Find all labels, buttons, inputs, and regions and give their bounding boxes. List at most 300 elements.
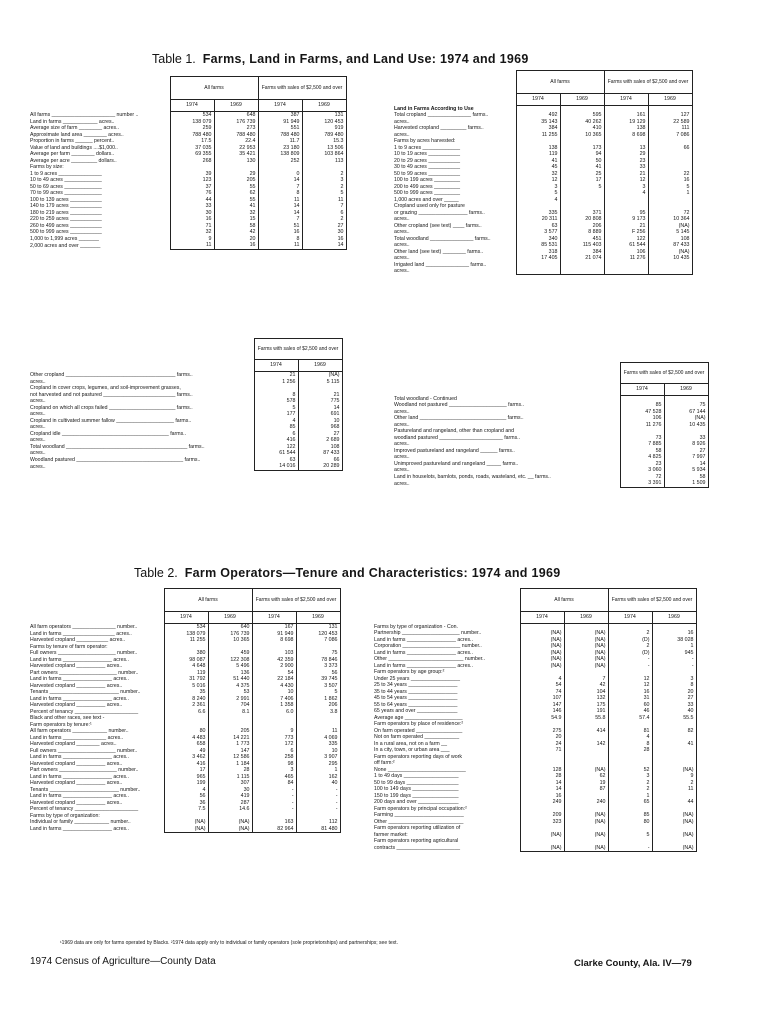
cell-value: 44 <box>652 799 696 806</box>
cell-value: - <box>252 787 296 794</box>
cell-value: 658 <box>164 741 208 748</box>
row-label: Average per farm ________ dollars.. <box>30 151 115 157</box>
cell-value: 16 <box>214 242 258 249</box>
cell-value: (NA) <box>520 637 564 644</box>
year-header: 1969 <box>214 100 258 112</box>
cell-value: 63 <box>516 223 560 230</box>
cell-value: 106 <box>604 249 648 256</box>
row-label: Land in farms _________________ acres.. <box>30 773 129 780</box>
cell-value: 57.4 <box>608 715 652 722</box>
cell-value: 67 144 <box>664 409 708 416</box>
row-label: Approximate land area ________ acres.. <box>30 131 124 138</box>
row-label: 2,000 acres and over _______ <box>30 242 101 249</box>
year-header: 1969 <box>560 94 604 106</box>
cell-value: 71 <box>520 747 564 754</box>
cell-value: 919 <box>302 125 346 132</box>
cell-value: 205 <box>208 728 252 735</box>
cell-value: 5 115 <box>298 379 342 386</box>
row-label: woodland pastured ______________________ farms.. <box>394 434 521 441</box>
col-group-all-farms: All farms <box>516 71 604 94</box>
cell-value: 9 <box>252 728 296 735</box>
cell-value: 4 <box>254 418 298 425</box>
row-label: 1 to 49 days ___________________ <box>374 773 459 779</box>
cell-value: 147 <box>208 748 252 755</box>
row-label: acres.. <box>394 454 410 460</box>
cell-value: 14 221 <box>208 735 252 742</box>
row-label: 50 to 69 acres _____________ <box>30 183 102 190</box>
cell-value: 8 926 <box>664 441 708 448</box>
row-label: Value of land and buildings ....$1,000.. <box>30 144 118 151</box>
cell-value: 6.0 <box>252 709 296 716</box>
cell-value: 206 <box>560 223 604 230</box>
cell-value: 10 <box>298 418 342 425</box>
row-label: 1,000 to 1,999 acres _______ <box>30 235 99 242</box>
cell-value: 11 <box>258 197 302 204</box>
cell-value: 3 <box>608 773 652 780</box>
cell-value: 12 <box>604 177 648 184</box>
cell-value: 16 <box>258 229 302 236</box>
cell-value: 16 <box>520 793 564 800</box>
cell-value: 75 <box>664 402 708 409</box>
cell-value: (NA) <box>564 819 608 826</box>
cell-value: 20 289 <box>298 463 342 470</box>
cell-value: 14 <box>258 210 302 217</box>
cell-value: 8.1 <box>208 709 252 716</box>
col-group-sales-2500: Farms with sales of $2,500 and over <box>608 589 696 612</box>
cell-value: 162 <box>296 774 340 781</box>
cell-value: 295 <box>296 761 340 768</box>
cell-value: 87 <box>564 786 608 793</box>
cell-value: 3 <box>604 184 648 191</box>
cell-value: 58 <box>620 448 664 455</box>
cell-value: 8 <box>608 741 652 748</box>
cell-value: 3 <box>652 676 696 683</box>
row-label: Farms by acres harvested: <box>394 138 456 144</box>
row-label: All farms ______________________ number .. <box>30 112 139 118</box>
cell-value: 2 <box>608 780 652 787</box>
cell-value: 10 365 <box>208 637 252 644</box>
cell-value: 287 <box>208 800 252 807</box>
cell-value: 42 <box>564 682 608 689</box>
row-label: In a rural area, not on a farm __ <box>374 740 447 747</box>
cell-value: 62 <box>214 190 258 197</box>
cell-value: 60 <box>608 702 652 709</box>
row-label: Under 25 years _________________ <box>374 675 460 682</box>
cell-value: 380 <box>164 650 208 657</box>
row-label: Tenants ________________________ number.. <box>30 786 141 793</box>
cell-value: 176 739 <box>208 631 252 638</box>
year-header: 1974 <box>620 384 664 396</box>
cell-value: 17 <box>560 177 604 184</box>
row-label: 10 to 49 acres _____________ <box>30 177 102 183</box>
cell-value: 131 <box>296 624 340 631</box>
cell-value: 1 <box>648 190 692 197</box>
row-label: Other land ______________________________ farms.. <box>394 415 524 421</box>
cell-value: - <box>252 806 296 813</box>
cell-value: 32 <box>516 171 560 178</box>
row-label: Farm operators by place of residence:² <box>374 721 464 727</box>
cell-value: 12 <box>608 682 652 689</box>
row-label: Farms by type of organization - Con. <box>374 623 458 630</box>
cell-value: 465 <box>252 774 296 781</box>
table1-left <box>28 76 347 250</box>
row-label: Woodland pastured _____________________________________ farms.. <box>30 456 201 463</box>
table1-lower-left <box>28 338 343 471</box>
cell-value: 2 <box>302 171 346 178</box>
row-label: Land in farms _______________ acres.. <box>30 734 124 741</box>
cell-value: 22 184 <box>252 676 296 683</box>
cell-value: 66 <box>298 457 342 464</box>
cell-value: 72 <box>620 474 664 481</box>
cell-value: 54 <box>520 682 564 689</box>
cell-value: 40 <box>296 780 340 787</box>
cell-value: 122 <box>254 444 298 451</box>
table2-left-block <box>28 588 341 833</box>
row-label: Average per acre _________ dollars.. <box>30 157 117 164</box>
cell-value: 42 <box>214 229 258 236</box>
cell-value: 384 <box>516 125 560 132</box>
cell-value: 5 934 <box>664 467 708 474</box>
cell-value: 11.7 <box>258 138 302 145</box>
row-label: 100 to 139 acres ___________ <box>30 196 102 203</box>
cell-value: 23 <box>604 158 648 165</box>
cell-value: 6 <box>252 748 296 755</box>
cell-value: 1 <box>652 643 696 650</box>
cell-value: 51 <box>258 223 302 230</box>
cell-value: 11 276 <box>604 255 648 262</box>
col-group-sales-2500: Farms with sales of $2,500 and over <box>252 589 340 612</box>
cell-value: 71 <box>170 223 214 230</box>
row-label: 1 to 9 acres _______________ <box>30 170 102 177</box>
row-label: acres.. <box>394 421 410 428</box>
cell-value: 91 949 <box>258 119 302 126</box>
cell-value: 4 <box>516 197 560 204</box>
row-label: Land in farms _________________ acres.. <box>374 662 473 669</box>
cell-value: 80 <box>608 819 652 826</box>
year-header: 1969 <box>208 612 252 624</box>
cell-value: 11 <box>170 242 214 249</box>
cell-value: 163 <box>252 819 296 826</box>
cell-value: 28 <box>208 767 252 774</box>
row-label: 70 to 99 acres _____________ <box>30 190 102 196</box>
cell-value: 258 <box>252 754 296 761</box>
cell-value: 19 <box>564 780 608 787</box>
cell-value <box>516 268 560 275</box>
row-label: Full owners ____________________ number.. <box>30 650 138 656</box>
cell-value: (NA) <box>564 656 608 663</box>
cell-value: 249 <box>520 799 564 806</box>
cell-value: 85 <box>254 424 298 431</box>
cell-value: 11 <box>296 728 340 735</box>
cell-value: 136 <box>208 670 252 677</box>
cell-value: 80 <box>164 728 208 735</box>
cell-value: 1 773 <box>208 741 252 748</box>
cell-value: 53 <box>208 689 252 696</box>
cell-value: 22 <box>648 171 692 178</box>
cell-value: 147 <box>520 702 564 709</box>
row-label: Total woodland - Continued <box>394 395 457 402</box>
cell-value: 91 949 <box>252 631 296 638</box>
cell-value: 73 <box>620 435 664 442</box>
row-label: 45 to 54 years _________________ <box>374 695 458 701</box>
cell-value: 33 <box>604 164 648 171</box>
table2-title: Table 2. Farm Operators—Tenure and Characteristics: 1974 and 1969 <box>134 566 561 580</box>
row-label: Harvested cropland ___________ acres.. <box>30 637 126 643</box>
cell-value: 4 069 <box>296 735 340 742</box>
cell-value: (NA) <box>208 826 252 833</box>
table-row <box>392 268 692 275</box>
row-label: Cropland in cultivated summer fallow ____________________ farms.. <box>30 417 192 424</box>
cell-value: 1 115 <box>208 774 252 781</box>
cell-value: 451 <box>560 236 604 243</box>
cell-value: 39 <box>170 171 214 178</box>
row-label: acres.. <box>30 411 46 417</box>
cell-value: 5 016 <box>164 683 208 690</box>
row-label: Land in farms _________________ acres.. <box>374 636 473 643</box>
cell-value: 82 <box>652 728 696 735</box>
cell-value: (NA) <box>652 812 696 819</box>
cell-value: 41 <box>516 158 560 165</box>
cell-value: 318 <box>516 249 560 256</box>
cell-value: 10 435 <box>664 422 708 429</box>
cell-value: 414 <box>564 728 608 735</box>
cell-value: 146 <box>520 708 564 715</box>
cell-value: - <box>296 793 340 800</box>
cell-value: 578 <box>254 398 298 405</box>
row-label: acres.. <box>394 467 410 473</box>
cell-value: 24 <box>520 741 564 748</box>
col-group-all-farms: All farms <box>520 589 608 612</box>
cell-value: 63 <box>254 457 298 464</box>
row-label: Farms by size: <box>30 164 64 170</box>
year-header: 1974 <box>252 612 296 624</box>
year-header: 1969 <box>664 384 708 396</box>
cell-value: 640 <box>208 624 252 631</box>
row-label: Other cropland ______________________________________ farms.. <box>30 372 193 378</box>
cell-value: 8 <box>258 190 302 197</box>
row-label: Land in Farms According to Use <box>394 105 474 112</box>
cell-value: F 256 <box>604 229 648 236</box>
row-label: 20 to 29 acres ___________ <box>394 157 461 164</box>
table1-left-block <box>28 76 347 250</box>
cell-value: 78 846 <box>296 657 340 664</box>
table-row <box>28 242 346 249</box>
cell-value: 177 <box>254 411 298 418</box>
row-label: 25 to 34 years _________________ <box>374 682 458 688</box>
row-label: Farms by tenure of farm operator: <box>30 643 108 650</box>
cell-value: 16 <box>608 689 652 696</box>
cell-value: 138 079 <box>164 631 208 638</box>
row-label: 500 to 999 acres ___________ <box>30 229 102 235</box>
cell-value: 2 <box>608 643 652 650</box>
row-label: Cropland idle _____________________________________ farms.. <box>30 430 187 437</box>
cell-value: 252 <box>258 158 302 165</box>
cell-value: 72 <box>648 210 692 217</box>
row-label: acres.. <box>30 398 46 404</box>
cell-value: 691 <box>298 411 342 418</box>
cell-value: 61 544 <box>604 242 648 249</box>
row-label: Land in farms ____________ acres.. <box>30 118 115 125</box>
row-label: Total cropland _______________ farms.. <box>394 112 489 118</box>
cell-value: 103 864 <box>302 151 346 158</box>
cell-value: 5 <box>254 405 298 412</box>
cell-value: 27 <box>302 223 346 230</box>
cell-value: 240 <box>564 799 608 806</box>
cell-value: 5 496 <box>208 663 252 670</box>
cell-value: 66 <box>648 145 692 152</box>
row-label: acres.. <box>30 463 46 470</box>
cell-value: 85 <box>608 812 652 819</box>
cell-value: 8 698 <box>252 637 296 644</box>
row-label: farmer market: <box>374 831 408 838</box>
cell-value: 23 <box>620 461 664 468</box>
row-label: acres.. <box>394 255 410 261</box>
cell-value: 20 <box>652 689 696 696</box>
row-label: Land in farms _________________ acres.. <box>30 826 129 832</box>
row-label: 260 to 499 acres ___________ <box>30 222 102 229</box>
col-group-sales-2500: Farms with sales of $2,500 and over <box>254 339 342 360</box>
cell-value: 32 <box>214 210 258 217</box>
cell-value: - <box>296 800 340 807</box>
cell-value: 35 143 <box>516 119 560 126</box>
row-label: Harvested cropland __________ acres.. <box>30 760 123 767</box>
cell-value: 29 <box>214 171 258 178</box>
row-label: Other __________________________ number.. <box>374 656 486 662</box>
row-label: Corporation ____________________ number.. <box>374 643 482 649</box>
cell-value: 21 074 <box>560 255 604 262</box>
table-row <box>392 480 708 487</box>
cell-value: 5 <box>648 184 692 191</box>
cell-value: 36 <box>164 800 208 807</box>
cell-value: 52 <box>608 767 652 774</box>
cell-value: 33 <box>170 203 214 210</box>
cell-value: 39 745 <box>296 676 340 683</box>
footnote: ¹1969 data are only for farms operated by Blacks. ²1974 data apply only to individual or family operators (sole proprietorships) and partnerships; see text. <box>60 940 398 946</box>
cell-value: 107 <box>520 695 564 702</box>
row-label: Part owners ____________________ number.. <box>30 669 139 676</box>
cell-value: (NA) <box>164 826 208 833</box>
cell-value: 40 262 <box>560 119 604 126</box>
cell-value: 10 364 <box>648 216 692 223</box>
cell-value: 191 <box>564 708 608 715</box>
cell-value: 62 <box>564 773 608 780</box>
year-header: 1969 <box>648 94 692 106</box>
cell-value: (NA) <box>564 650 608 657</box>
cell-value: 130 <box>214 158 258 165</box>
row-label: Land in farms _________________ acres.. <box>374 649 473 656</box>
cell-value: 9 <box>652 773 696 780</box>
cell-value: 131 <box>302 112 346 119</box>
cell-value: 35 <box>164 689 208 696</box>
cell-value: 17.5 <box>170 138 214 145</box>
cell-value: 22 589 <box>648 119 692 126</box>
cell-value: 4 <box>608 734 652 741</box>
cell-value: 138 <box>516 145 560 152</box>
row-label: or grazing _________________ farms.. <box>394 209 485 216</box>
cell-value: 419 <box>208 793 252 800</box>
cell-value: (NA) <box>652 832 696 839</box>
row-label: 10 to 19 acres ___________ <box>394 151 461 157</box>
cell-value: 10 <box>252 689 296 696</box>
row-label: Total woodland __________________________________________ farms.. <box>30 443 205 450</box>
cell-value: (NA) <box>564 637 608 644</box>
table1-right-block <box>392 70 693 275</box>
cell-value: 775 <box>298 398 342 405</box>
cell-value: (NA) <box>298 372 342 379</box>
cell-value: 965 <box>164 774 208 781</box>
col-group-sales-2500: Farms with sales of $2,500 and over <box>258 77 346 100</box>
cell-value: 49 <box>164 748 208 755</box>
row-label: Tenants ________________________ number.. <box>30 689 141 695</box>
cell-value: 119 <box>516 151 560 158</box>
cell-value: 788 480 <box>258 132 302 139</box>
cell-value: 14 <box>664 461 708 468</box>
row-label: Farm operators by principal occupation:² <box>374 805 467 812</box>
cell-value: 55.5 <box>652 715 696 722</box>
cell-value: (NA) <box>164 819 208 826</box>
cell-value: 98 <box>252 761 296 768</box>
cell-value: 21 <box>604 223 648 230</box>
row-label: Harvested cropland _________ farms.. <box>394 125 484 131</box>
row-label: acres.. <box>30 378 46 385</box>
table-row <box>28 624 340 631</box>
cell-value: 8 <box>652 682 696 689</box>
cell-value: (NA) <box>564 832 608 839</box>
cell-value: 7 885 <box>620 441 664 448</box>
cell-value: 7 086 <box>296 637 340 644</box>
cell-value: 788 480 <box>214 132 258 139</box>
cell-value: 32 <box>170 229 214 236</box>
cell-value: 108 <box>648 236 692 243</box>
cell-value: 115 403 <box>560 242 604 249</box>
cell-value: - <box>252 793 296 800</box>
cell-value: (NA) <box>520 630 564 637</box>
cell-value: 384 <box>560 249 604 256</box>
cell-value: 7 <box>302 203 346 210</box>
cell-value: 122 <box>604 236 648 243</box>
cell-value: 161 <box>604 112 648 119</box>
cell-value: 4 483 <box>164 735 208 742</box>
cell-value: 55 <box>214 197 258 204</box>
cell-value: 5 145 <box>648 229 692 236</box>
cell-value: 2 <box>608 786 652 793</box>
cell-value: 120 453 <box>302 119 346 126</box>
cell-value: 268 <box>170 158 214 165</box>
cell-value: 132 <box>564 695 608 702</box>
year-header: 1969 <box>302 100 346 112</box>
cell-value: 10 365 <box>560 132 604 139</box>
cell-value: 108 <box>298 444 342 451</box>
row-label: 100 to 199 acres _________ <box>394 177 461 183</box>
row-label: All farm operators _______________ number.. <box>30 624 138 630</box>
row-label: acres.. <box>394 131 410 138</box>
cell-value: 22.4 <box>214 138 258 145</box>
cell-value: 1 256 <box>254 379 298 386</box>
cell-value: 142 <box>564 741 608 748</box>
row-label: On farm operated ________________ <box>374 727 463 734</box>
row-label: Partnership ____________________ number.. <box>374 630 482 636</box>
cell-value: 8 240 <box>164 696 208 703</box>
cell-value: 3 462 <box>164 754 208 761</box>
row-label: acres.. <box>30 450 46 456</box>
cell-value: 11 <box>258 242 302 249</box>
cell-value: 5 <box>296 689 340 696</box>
cell-value: 21 <box>604 171 648 178</box>
cell-value: 648 <box>214 112 258 119</box>
cell-value: 12 <box>608 676 652 683</box>
row-label: Average age ____________________ <box>374 714 463 721</box>
row-label: Harvested cropland __________ acres.. <box>30 780 123 786</box>
